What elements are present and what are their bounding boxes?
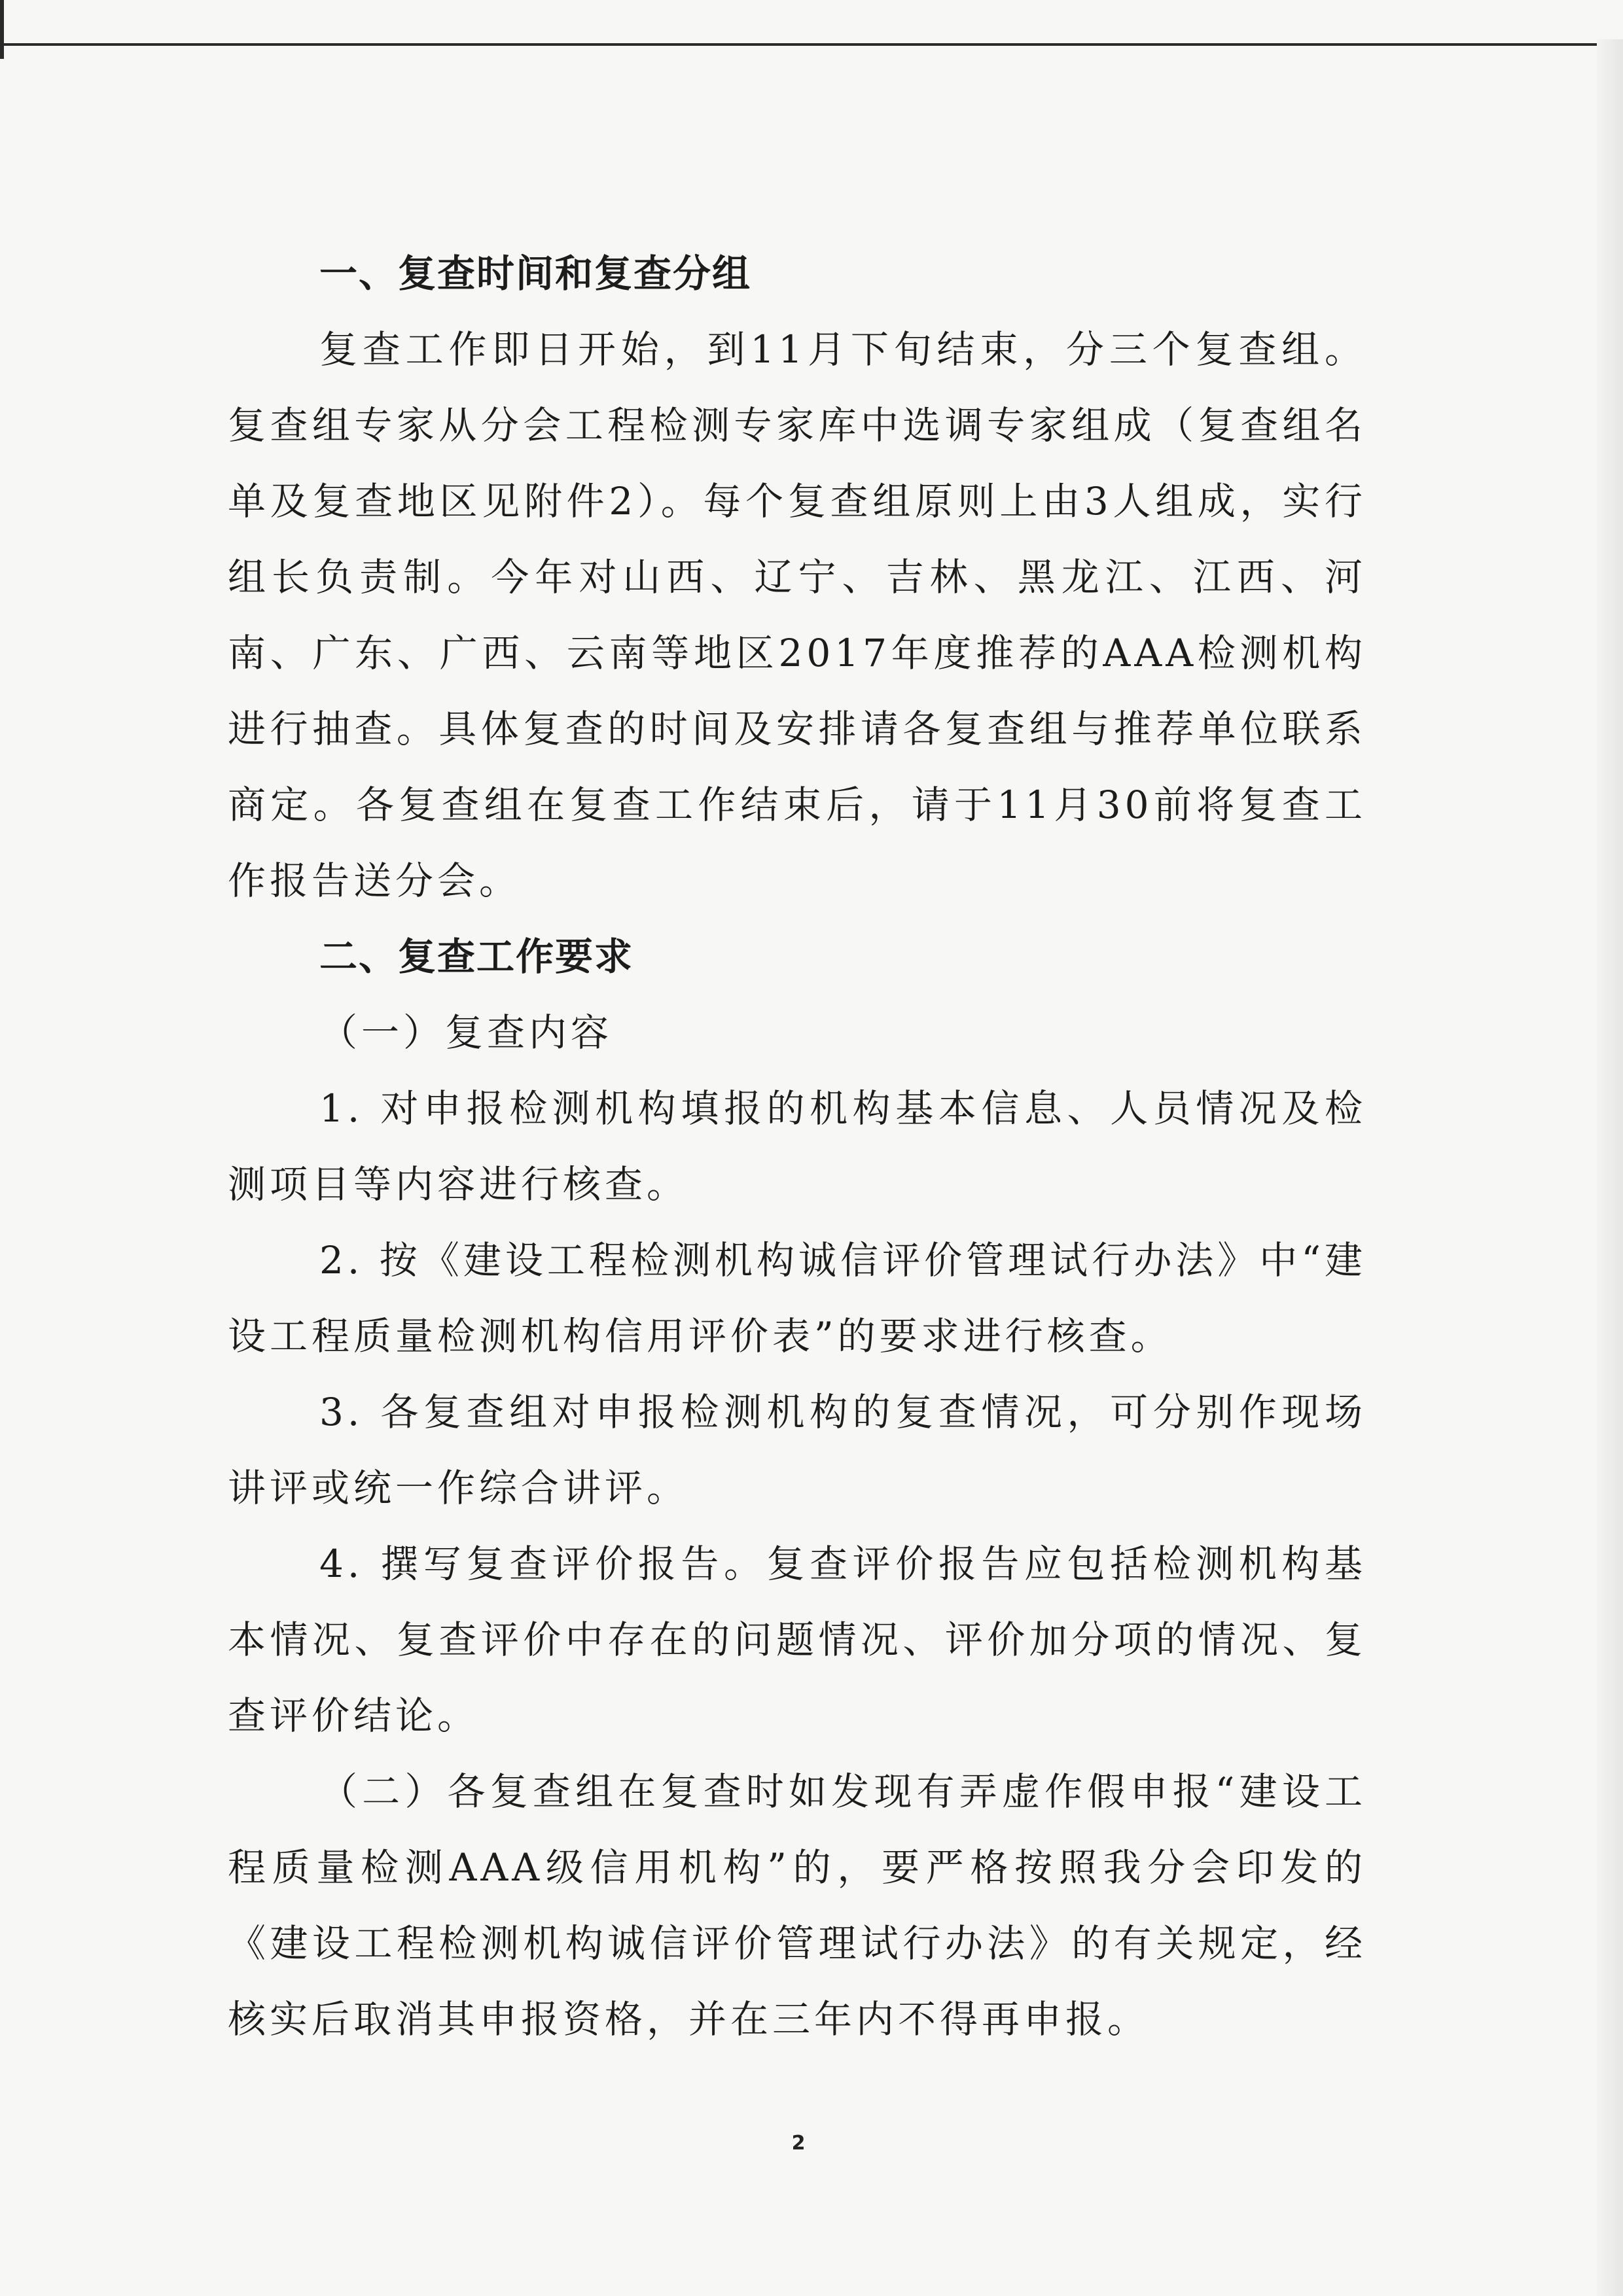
- page-number: 2: [791, 2132, 806, 2155]
- scan-edge-right: [1597, 39, 1623, 2296]
- section-1-heading: 一、复查时间和复查分组: [319, 251, 752, 296]
- subsection-1-title: （一）复查内容: [319, 1010, 613, 1055]
- scan-edge-top: [0, 43, 1597, 46]
- review-item-3: 3. 各复查组对申报检测机构的复查情况，可分别作现场讲评或统一作综合讲评。: [228, 1390, 1366, 1510]
- section-2-heading: 二、复查工作要求: [319, 934, 634, 979]
- review-item-4: 4. 撰写复查评价报告。复查评价报告应包括检测机构基本情况、复查评价中存在的问题情况、评价加分项的情况、复查评价结论。: [228, 1542, 1366, 1738]
- document-body: [228, 236, 1366, 2057]
- subsection-2-paragraph: （二）各复查组在复查时如发现有弄虚作假申报“建设工程质量检测AAA级信用机构”的，要严格按照我分会印发的《建设工程检测机构诚信评价管理试行办法》的有关规定，经核实后取消其申报资格，并在三年内不得再申报。: [228, 1769, 1366, 2041]
- review-item-1: 1. 对申报检测机构填报的机构基本信息、人员情况及检测项目等内容进行核查。: [228, 1086, 1366, 1207]
- section-1-paragraph: 复查工作即日开始，到11月下旬结束，分三个复查组。复查组专家从分会工程检测专家库中选调专家组成（复查组名单及复查地区见附件2）。每个复查组原则上由3人组成，实行组长负责制。今年对山西、辽宁、吉林、黑龙江、江西、河南、广东、广西、云南等地区2017年度推荐的AAA检测机构进行抽查。具体复查的时间及安排请各复查组与推荐单位联系商定。各复查组在复查工作结束后，请于11月30前将复查工作报告送分会。: [228, 327, 1366, 903]
- scan-edge-left: [0, 0, 4, 59]
- review-item-2: 2. 按《建设工程检测机构诚信评价管理试行办法》中“建设工程质量检测机构信用评价表”的要求进行核查。: [228, 1238, 1366, 1358]
